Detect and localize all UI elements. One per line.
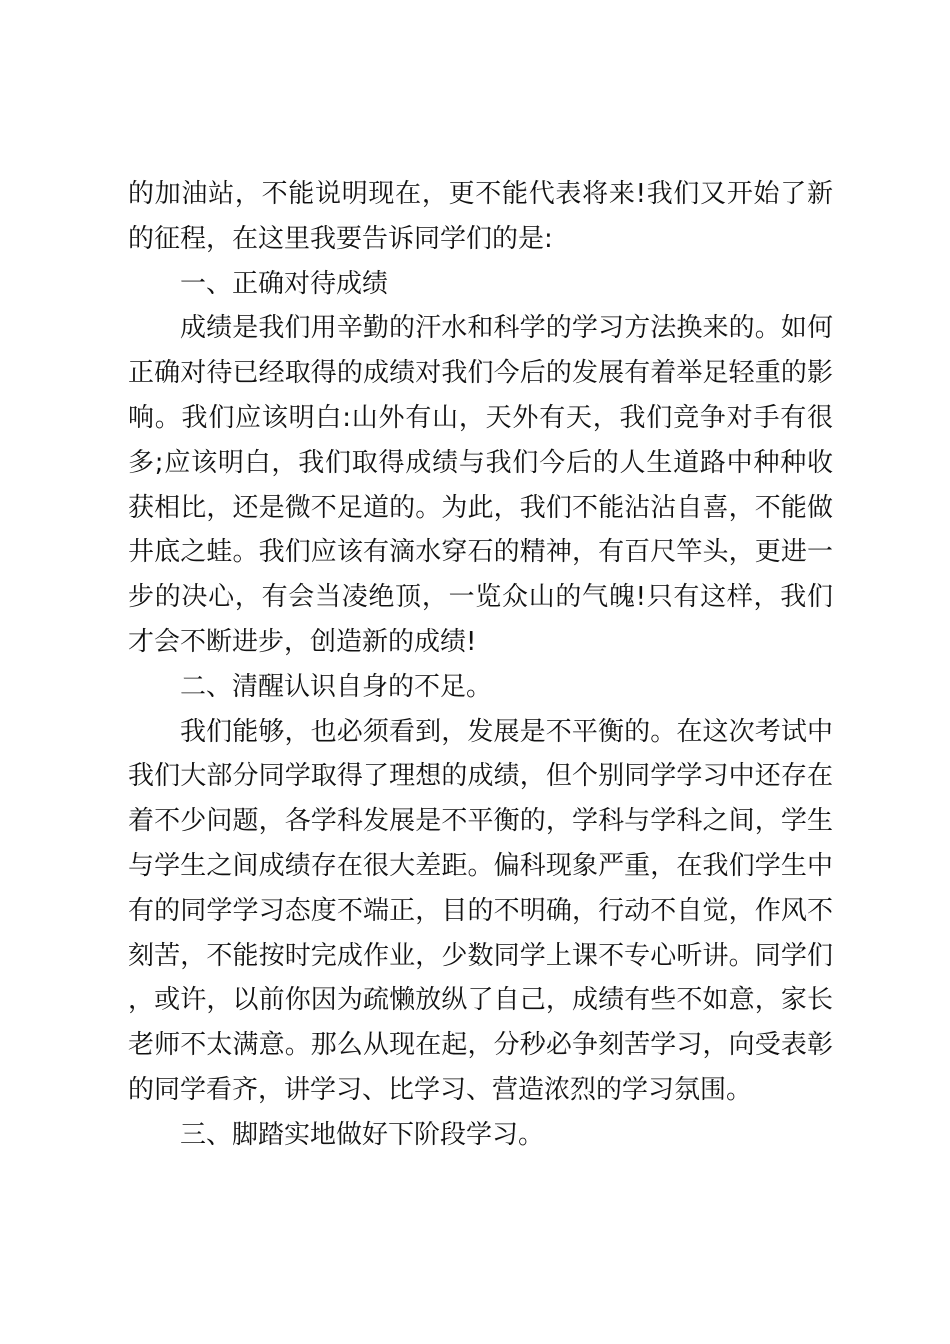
document-body <box>128 172 833 1158</box>
paragraph-continued: 的加油站，不能说明现在，更不能代表将来!我们又开始了新的征程，在这里我要告诉同学们的是: <box>128 179 833 254</box>
section-heading-2: 二、清醒认识自身的不足。 <box>180 671 493 702</box>
section-heading-1: 一、正确对待成绩 <box>180 268 389 299</box>
paragraph: 我们能够，也必须看到，发展是不平衡的。在这次考试中我们大部分同学取得了理想的成绩，但个别同学学习中还存在着不少问题，各学科发展是不平衡的，学科与学科之间，学生与学生之间成绩存在很大差距。偏科现象严重，在我们学生中有的同学学习态度不端正，目的不明确，行动不自觉，作风不刻苦，不能按时完成作业，少数同学上课不专心听讲。同学们，或许，以前你因为疏懒放纵了自己，成绩有些不如意，家长老师不太满意。那么从现在起，分秒必争刻苦学习，向受表彰的同学看齐，讲学习、比学习、营造浓烈的学习氛围。 <box>128 716 833 1105</box>
section-heading-3: 三、脚踏实地做好下阶段学习。 <box>180 1119 545 1150</box>
paragraph: 成绩是我们用辛勤的汗水和科学的学习方法换来的。如何正确对待已经取得的成绩对我们今后的发展有着举足轻重的影响。我们应该明白:山外有山，天外有天，我们竞争对手有很多;应该明白，我们取得成绩与我们今后的人生道路中种种收获相比，还是微不足道的。为此，我们不能沾沾自喜，不能做井底之蛙。我们应该有滴水穿石的精神，有百尺竿头，更进一步的决心，有会当凌绝顶，一览众山的气魄!只有这样，我们才会不断进步，创造新的成绩! <box>128 313 833 657</box>
